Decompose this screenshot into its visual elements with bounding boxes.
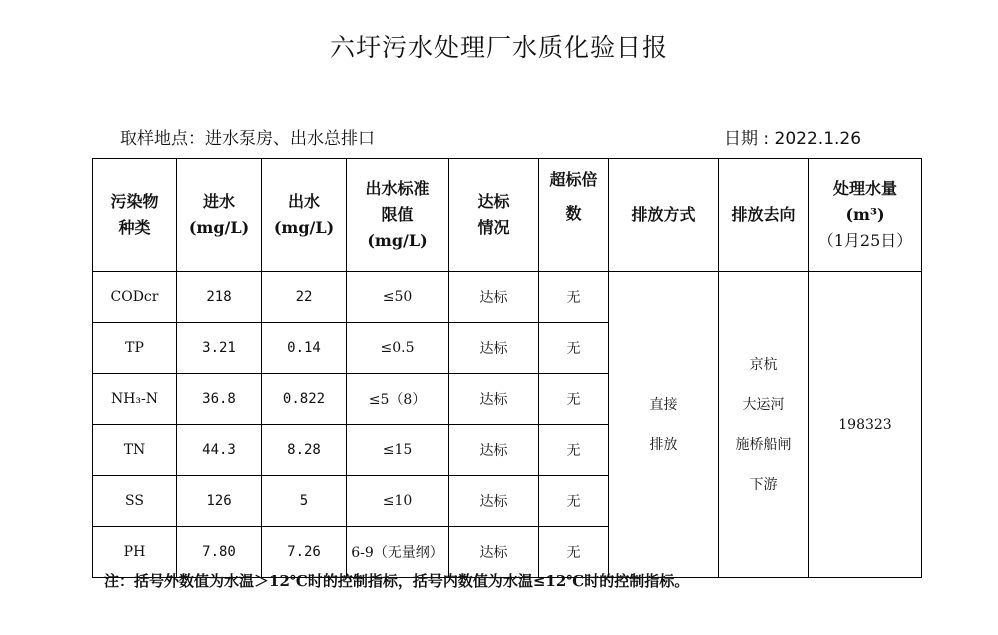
effluent-value: 0.14 <box>262 323 347 374</box>
compliance-status: 达标 <box>449 272 539 323</box>
treated-volume: 198323 <box>809 272 922 578</box>
limit-value: ≤10 <box>347 476 449 527</box>
limit-value: ≤5（8） <box>347 374 449 425</box>
pollutant-name: TN <box>93 425 177 476</box>
effluent-value: 22 <box>262 272 347 323</box>
header-discharge-destination: 排放去向 <box>719 159 809 272</box>
discharge-destination-cell: 京杭 大运河 施桥船闸 下游 <box>719 272 809 578</box>
pollutant-name: PH <box>93 527 177 578</box>
influent-value: 218 <box>177 272 262 323</box>
influent-value: 126 <box>177 476 262 527</box>
exceed-value: 无 <box>539 374 609 425</box>
exceed-value: 无 <box>539 425 609 476</box>
sampling-location: 取样地点：进水泵房、出水总排口 <box>120 129 375 149</box>
effluent-value: 5 <box>262 476 347 527</box>
report-date: 日期 : 2022.1.26 <box>724 129 862 149</box>
pollutant-name: SS <box>93 476 177 527</box>
header-influent: 进水 (mg/L) <box>177 159 262 272</box>
pollutant-name: CODcr <box>93 272 177 323</box>
compliance-status: 达标 <box>449 323 539 374</box>
compliance-status: 达标 <box>449 476 539 527</box>
exceed-value: 无 <box>539 323 609 374</box>
compliance-status: 达标 <box>449 374 539 425</box>
influent-value: 36.8 <box>177 374 262 425</box>
influent-value: 44.3 <box>177 425 262 476</box>
report-title: 六圩污水处理厂水质化验日报 <box>329 33 668 62</box>
header-row <box>93 159 922 272</box>
discharge-method-cell: 直接 排放 <box>609 272 719 578</box>
header-discharge-method: 排放方式 <box>609 159 719 272</box>
table-row-codcr <box>93 272 922 323</box>
exceed-value: 无 <box>539 527 609 578</box>
effluent-value: 0.822 <box>262 374 347 425</box>
limit-value: ≤15 <box>347 425 449 476</box>
header-volume: 处理水量 (m³) （1月25日） <box>809 159 922 272</box>
influent-value: 7.80 <box>177 527 262 578</box>
water-quality-table <box>92 158 922 578</box>
compliance-status: 达标 <box>449 527 539 578</box>
header-compliance: 达标 情况 <box>449 159 539 272</box>
limit-value: ≤50 <box>347 272 449 323</box>
header-exceed: 超标倍 数 <box>539 159 609 272</box>
effluent-value: 8.28 <box>262 425 347 476</box>
compliance-status: 达标 <box>449 425 539 476</box>
effluent-value: 7.26 <box>262 527 347 578</box>
pollutant-name: NH₃-N <box>93 374 177 425</box>
header-effluent: 出水 (mg/L) <box>262 159 347 272</box>
influent-value: 3.21 <box>177 323 262 374</box>
pollutant-name: TP <box>93 323 177 374</box>
exceed-value: 无 <box>539 272 609 323</box>
header-pollutant: 污染物 种类 <box>93 159 177 272</box>
limit-value: ≤0.5 <box>347 323 449 374</box>
footnote: 注：括号外数值为水温＞12℃时的控制指标，括号内数值为水温≤12℃时的控制指标。 <box>104 572 690 590</box>
header-limit: 出水标准 限值 (mg/L) <box>347 159 449 272</box>
exceed-value: 无 <box>539 476 609 527</box>
limit-value: 6-9（无量纲） <box>347 527 449 578</box>
